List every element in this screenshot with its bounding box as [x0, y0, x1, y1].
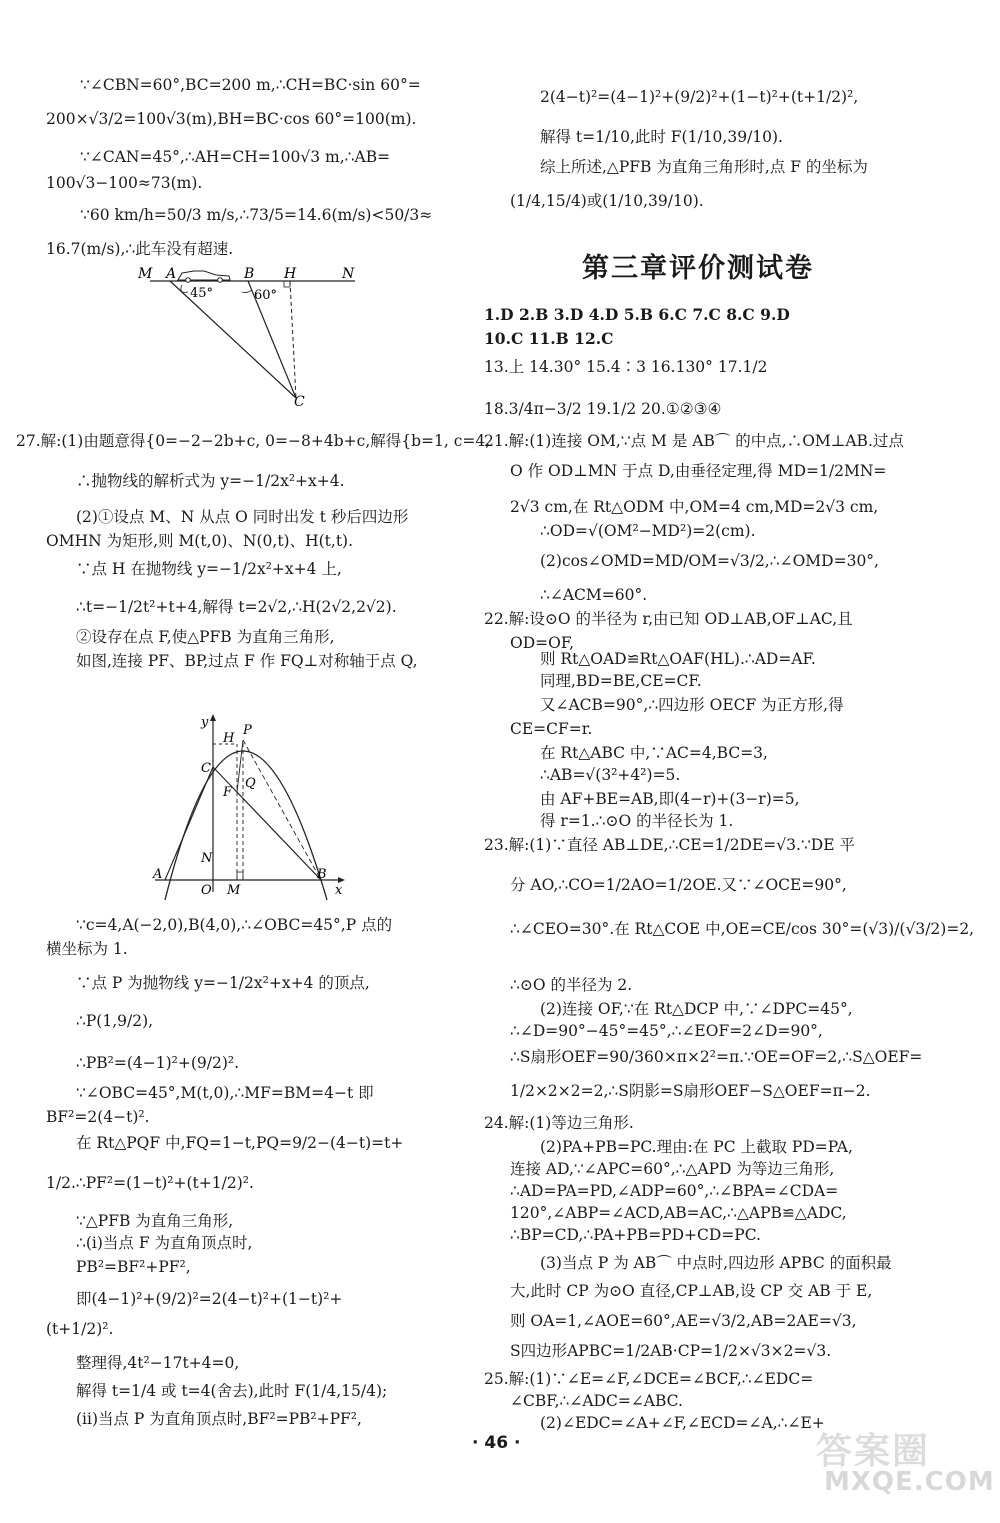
text-line: ∵60 km/h=50/3 m/s,∴73/5=14.6(m/s)<50/3≈: [80, 206, 433, 224]
watermark: [816, 1423, 995, 1497]
label-angle-45: 45°: [190, 286, 214, 301]
text-line: 解得 t=1/4 或 t=4(舍去),此时 F(1/4,15/4);: [76, 1382, 388, 1400]
text-line: ∵△PFB 为直角三角形,: [76, 1212, 234, 1230]
text-line: OD=OF,: [510, 634, 575, 652]
text-line: (2)①设点 M、N 从点 O 同时出发 t 秒后四边形: [76, 508, 409, 526]
text-line: 在 Rt△PQF 中,FQ=1−t,PQ=9/2−(4−t)=t+: [76, 1134, 404, 1152]
text-line: ②设存在点 F,使△PFB 为直角三角形,: [76, 628, 335, 646]
section-title: 第三章评价测试卷: [582, 253, 814, 284]
text-line: 同理,BD=BE,CE=CF.: [540, 672, 702, 690]
text-line: (2)连接 OF,∵在 Rt△DCP 中,∵∠DPC=45°,: [540, 1000, 853, 1018]
text-line: 则 OA=1,∠AOE=60°,AE=√3/2,AB=2AE=√3,: [510, 1312, 857, 1330]
label-C: C: [294, 394, 305, 408]
text-line: (2)cos∠OMD=MD/OM=√3/2,∴∠OMD=30°,: [540, 552, 879, 570]
watermark-url: MXQE.COM: [824, 1467, 995, 1497]
text-line: (3)当点 P 为 AB⌒ 中点时,四边形 APBC 的面积最: [540, 1254, 892, 1272]
text-line: ∴∠CEO=30°.在 Rt△COE 中,OE=CE/cos 30°=(√3)/(√3/2)=2,: [510, 920, 975, 938]
text-line: 即(4−1)²+(9/2)²=2(4−t)²+(1−t)²+: [76, 1290, 343, 1308]
text-line: 2(4−t)²=(4−1)²+(9/2)²+(1−t)²+(t+1/2)²,: [540, 88, 859, 106]
text-line: (ⅱ)当点 P 为直角顶点时,BF²=PB²+PF²,: [76, 1410, 362, 1428]
label-Q: Q: [245, 776, 256, 791]
text-line: ∴⊙O 的半径为 2.: [510, 976, 633, 994]
answer-line: 13.上 14.30° 15.4∶3 16.130° 17.1/2: [484, 358, 768, 376]
text-line: 23.解:(1)∵直径 AB⊥DE,∴CE=1/2DE=√3.∵DE 平: [484, 836, 855, 854]
label-x: x: [335, 883, 343, 898]
text-line: (t+1/2)².: [46, 1320, 114, 1338]
text-line: 又∠ACB=90°,∴四边形 OECF 为正方形,得: [540, 696, 844, 714]
text-line: 得 r=1.∴⊙O 的半径长为 1.: [540, 812, 734, 830]
watermark-logo-text: 答案圈: [816, 1431, 931, 1472]
text-line: 27.解:(1)由题意得{0=−2−2b+c, 0=−8+4b+c,解得{b=1, c=4,: [16, 432, 491, 450]
answer-line: 18.3/4π−3/2 19.1/2 20.①②③④: [484, 400, 722, 418]
text-line: 在 Rt△ABC 中,∵AC=4,BC=3,: [540, 744, 768, 762]
text-line: (1/4,15/4)或(1/10,39/10).: [510, 192, 704, 210]
text-line: (2)PA+PB=PC.理由:在 PC 上截取 PD=PA,: [540, 1138, 853, 1156]
label-y: y: [201, 715, 209, 730]
label-N: N: [342, 266, 355, 282]
text-line: 如图,连接 PF、BP,过点 F 作 FQ⊥对称轴于点 Q,: [76, 652, 418, 670]
text-line: CE=CF=r.: [510, 720, 593, 738]
label-B: B: [317, 867, 327, 882]
text-line: 1/2×2×2=2,∴S阴影=S扇形OEF−S△OEF=π−2.: [510, 1082, 871, 1100]
text-line: 120°,∠ABP=∠ACD,AB=AC,∴△APB≌△ADC,: [510, 1204, 847, 1222]
text-line: O 作 OD⊥MN 于点 D,由垂径定理,得 MD=1/2MN=: [510, 462, 887, 480]
text-line: ∴t=−1/2t²+t+4,解得 t=2√2,∴H(2√2,2√2).: [76, 598, 397, 616]
label-A: A: [153, 867, 163, 882]
text-line: 由 AF+BE=AB,即(4−r)+(3−r)=5,: [540, 790, 800, 808]
text-line: 22.解:设⊙O 的半径为 r,由已知 OD⊥AB,OF⊥AC,且: [484, 610, 853, 628]
label-F: F: [223, 785, 233, 800]
answer-line: 1.D 2.B 3.D 4.D 5.B 6.C 7.C 8.C 9.D: [484, 305, 790, 324]
text-line: (2)∠EDC=∠A+∠F,∠ECD=∠A,∴∠E+: [540, 1414, 825, 1432]
text-line: 200×√3/2=100√3(m),BH=BC·cos 60°=100(m).: [46, 110, 417, 128]
label-M: M: [227, 883, 241, 898]
text-line: ∴OD=√(OM²−MD²)=2(cm).: [540, 522, 756, 540]
text-line: ∴抛物线的解析式为 y=−1/2x²+x+4.: [76, 472, 345, 490]
page-number: · 46 ·: [472, 1433, 521, 1453]
text-line: 连接 AD,∵∠APC=60°,∴△APD 为等边三角形,: [510, 1160, 835, 1178]
figure-road-triangle: [130, 262, 370, 408]
text-line: ∴BP=CD,∴PA+PB=PD+CD=PC.: [510, 1226, 761, 1244]
text-line: 25.解:(1)∵∠E=∠F,∠DCE=∠BCF,∴∠EDC=: [484, 1370, 814, 1388]
text-line: 解得 t=1/10,此时 F(1/10,39/10).: [540, 128, 783, 146]
text-line: 21.解:(1)连接 OM,∵点 M 是 AB⌒ 的中点,∴OM⊥AB.过点: [484, 432, 904, 450]
text-line: ∴(ⅰ)当点 F 为直角顶点时,: [76, 1234, 253, 1252]
text-line: ∵∠CBN=60°,BC=200 m,∴CH=BC·sin 60°=: [80, 76, 421, 94]
answer-line: 10.C 11.B 12.C: [484, 329, 614, 348]
text-line: OMHN 为矩形,则 M(t,0)、N(0,t)、H(t,t).: [46, 532, 354, 550]
text-line: 2√3 cm,在 Rt△ODM 中,OM=4 cm,MD=2√3 cm,: [510, 498, 879, 516]
text-line: ∵∠OBC=45°,M(t,0),∴MF=BM=4−t 即: [76, 1084, 374, 1102]
text-line: ∴AB=√(3²+4²)=5.: [540, 766, 681, 784]
text-line: ∴S扇形OEF=90/360×π×2²=π.∵OE=OF=2,∴S△OEF=: [510, 1048, 923, 1066]
label-B: B: [244, 266, 255, 282]
text-line: ∴∠ACM=60°.: [540, 586, 648, 604]
text-line: 1/2.∴PF²=(1−t)²+(t+1/2)².: [46, 1174, 254, 1192]
text-line: BF²=2(4−t)².: [46, 1108, 150, 1126]
label-H: H: [223, 731, 235, 746]
text-line: 整理得,4t²−17t+4=0,: [76, 1354, 240, 1372]
text-line: ∵点 H 在抛物线 y=−1/2x²+x+4 上,: [76, 560, 342, 578]
text-line: 100√3−100≈73(m).: [46, 174, 203, 192]
text-line: 分 AO,∴CO=1/2AO=1/2OE.又∵∠OCE=90°,: [510, 876, 847, 894]
text-line: PB²=BF²+PF²,: [76, 1258, 191, 1276]
text-line: 则 Rt△OAD≌Rt△OAF(HL).∴AD=AF.: [540, 650, 816, 668]
label-angle-60: 60°: [254, 288, 278, 303]
text-line: ∵点 P 为抛物线 y=−1/2x²+x+4 的顶点,: [76, 974, 370, 992]
text-line: ∴AD=PA=PD,∠ADP=60°,∴∠BPA=∠CDA=: [510, 1182, 839, 1200]
text-line: ∴PB²=(4−1)²+(9/2)².: [76, 1054, 240, 1072]
text-line: 24.解:(1)等边三角形.: [484, 1114, 634, 1132]
text-line: 大,此时 CP 为⊙O 直径,CP⊥AB,设 CP 交 AB 于 E,: [510, 1282, 873, 1300]
label-O: O: [201, 883, 212, 898]
label-H: H: [284, 266, 297, 282]
text-line: ∴∠D=90°−45°=45°,∴∠EOF=2∠D=90°,: [510, 1022, 823, 1040]
text-line: S四边形APBC=1/2AB·CP=1/2×√3×2=√3.: [510, 1342, 832, 1360]
label-N: N: [201, 851, 213, 866]
text-line: 16.7(m/s),∴此车没有超速.: [46, 240, 234, 258]
label-C: C: [201, 761, 211, 776]
figure-parabola: [145, 712, 355, 902]
text-line: ∴P(1,9/2),: [76, 1012, 154, 1030]
label-A: A: [166, 266, 177, 282]
label-M: M: [138, 266, 153, 282]
label-P: P: [243, 723, 252, 738]
text-line: ∠CBF,∴∠ADC=∠ABC.: [510, 1392, 683, 1410]
text-line: ∵c=4,A(−2,0),B(4,0),∴∠OBC=45°,P 点的: [76, 916, 393, 934]
text-line: 横坐标为 1.: [46, 940, 128, 958]
text-line: ∵∠CAN=45°,∴AH=CH=100√3 m,∴AB=: [80, 148, 391, 166]
text-line: 综上所述,△PFB 为直角三角形时,点 F 的坐标为: [540, 158, 868, 176]
